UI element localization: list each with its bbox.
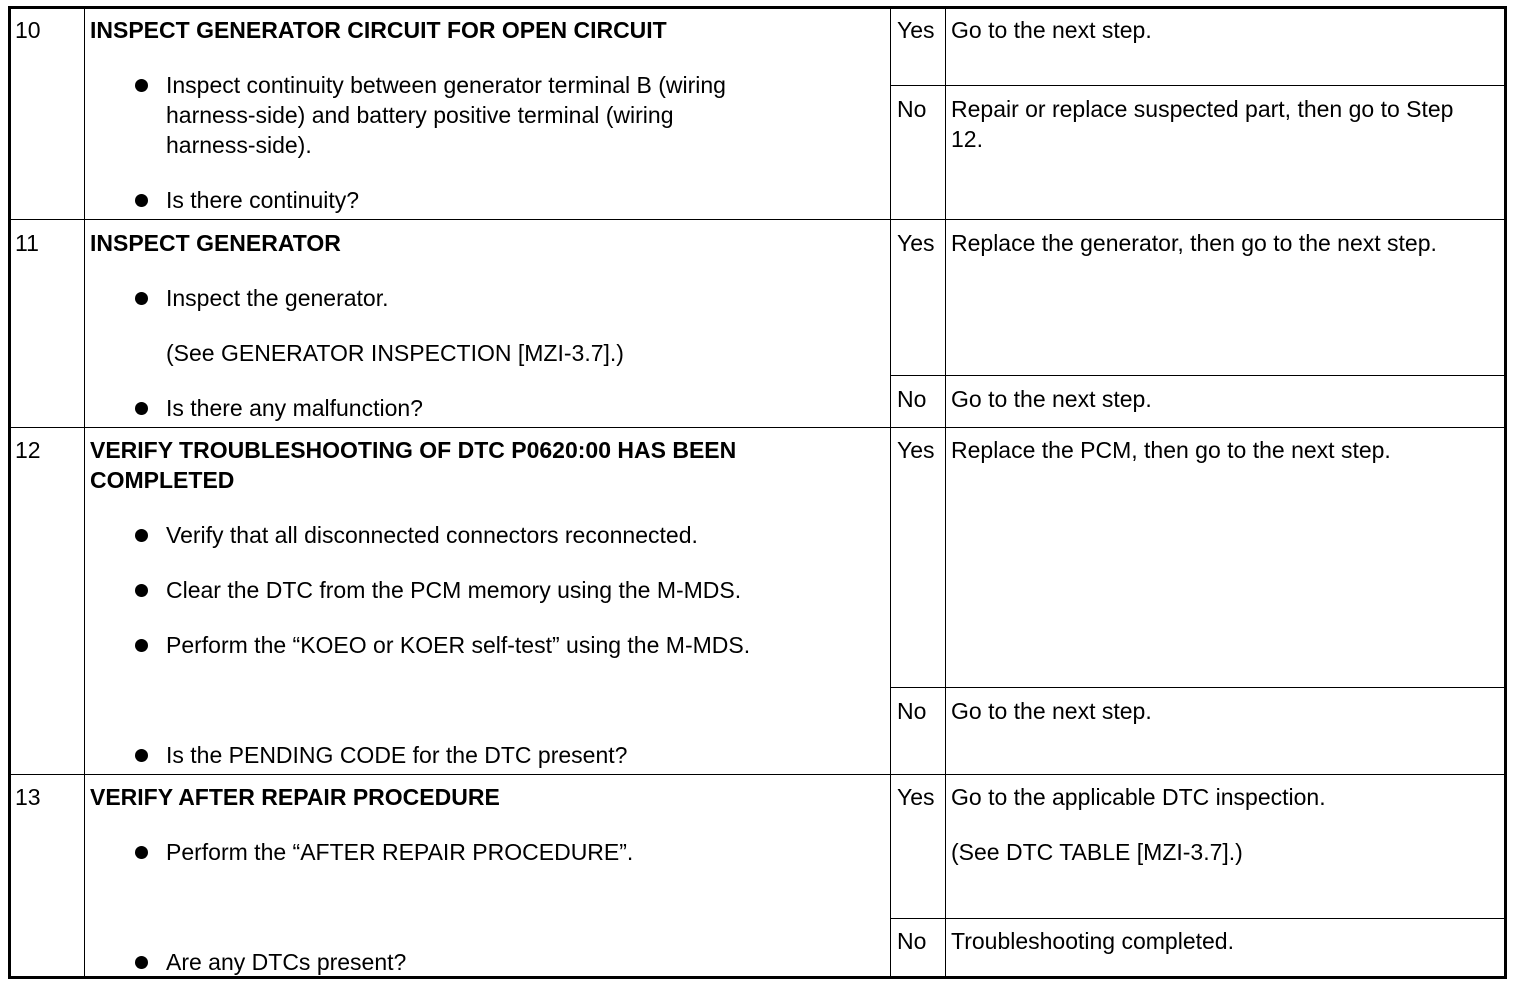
- no-action: Go to the next step.: [951, 386, 1152, 412]
- reference-text: (See DTC TABLE [MZI-3.7].): [951, 839, 1243, 865]
- bullet-text: Clear the DTC from the PCM memory using the M-MDS.: [166, 577, 742, 603]
- troubleshooting-table: [8, 6, 1507, 979]
- yes-label: Yes: [897, 230, 935, 256]
- no-action: Go to the next step.: [951, 698, 1152, 724]
- no-action-continued: 12.: [951, 126, 983, 152]
- no-action: Troubleshooting completed.: [951, 928, 1234, 954]
- yes-action: Replace the PCM, then go to the next step.: [951, 437, 1391, 463]
- yes-label: Yes: [897, 17, 935, 43]
- no-action: Repair or replace suspected part, then go to Step: [951, 96, 1454, 122]
- step-title: INSPECT GENERATOR: [90, 230, 341, 256]
- bullet-text-continued: harness-side).: [166, 132, 312, 158]
- yes-action: Go to the next step.: [951, 17, 1152, 43]
- bullet-text: Are any DTCs present?: [166, 949, 407, 975]
- bullet-text-continued: harness-side) and battery positive terminal (wiring: [166, 102, 674, 128]
- row-divider: [11, 219, 1504, 220]
- yes-no-divider: [891, 375, 1504, 376]
- yes-no-divider: [891, 687, 1504, 688]
- bullet-icon: [135, 402, 148, 415]
- column-divider: [945, 9, 946, 976]
- yes-no-divider: [891, 918, 1504, 919]
- bullet-icon: [135, 749, 148, 762]
- bullet-text: Is the PENDING CODE for the DTC present?: [166, 742, 628, 768]
- step-title: INSPECT GENERATOR CIRCUIT FOR OPEN CIRCUIT: [90, 17, 667, 43]
- bullet-icon: [135, 194, 148, 207]
- bullet-icon: [135, 292, 148, 305]
- no-label: No: [897, 96, 927, 122]
- bullet-icon: [135, 846, 148, 859]
- bullet-text: Inspect the generator.: [166, 285, 389, 311]
- yes-label: Yes: [897, 784, 935, 810]
- yes-label: Yes: [897, 437, 935, 463]
- column-divider: [890, 9, 891, 976]
- row-divider: [11, 774, 1504, 775]
- bullet-text: Perform the “KOEO or KOER self-test” using the M-MDS.: [166, 632, 751, 658]
- bullet-icon: [135, 956, 148, 969]
- bullet-text: Inspect continuity between generator terminal B (wiring: [166, 72, 726, 98]
- bullet-text: Is there continuity?: [166, 187, 360, 213]
- yes-no-divider: [891, 85, 1504, 86]
- bullet-text: Perform the “AFTER REPAIR PROCEDURE”.: [166, 839, 634, 865]
- bullet-text: Is there any malfunction?: [166, 395, 423, 421]
- no-label: No: [897, 386, 927, 412]
- no-label: No: [897, 698, 927, 724]
- yes-action: Replace the generator, then go to the next step.: [951, 230, 1437, 256]
- bullet-icon: [135, 584, 148, 597]
- step-number: 11: [15, 230, 39, 256]
- step-title: VERIFY AFTER REPAIR PROCEDURE: [90, 784, 500, 810]
- bullet-icon: [135, 79, 148, 92]
- reference-text: (See GENERATOR INSPECTION [MZI-3.7].): [166, 340, 624, 366]
- step-number: 12: [15, 437, 41, 463]
- step-number: 10: [15, 17, 41, 43]
- row-divider: [11, 427, 1504, 428]
- bullet-text: Verify that all disconnected connectors reconnected.: [166, 522, 698, 548]
- no-label: No: [897, 928, 927, 954]
- column-divider: [84, 9, 85, 976]
- yes-action: Go to the applicable DTC inspection.: [951, 784, 1326, 810]
- step-title: VERIFY TROUBLESHOOTING OF DTC P0620:00 HAS BEEN: [90, 437, 737, 463]
- bullet-icon: [135, 639, 148, 652]
- bullet-icon: [135, 529, 148, 542]
- step-title-continued: COMPLETED: [90, 467, 235, 493]
- step-number: 13: [15, 784, 41, 810]
